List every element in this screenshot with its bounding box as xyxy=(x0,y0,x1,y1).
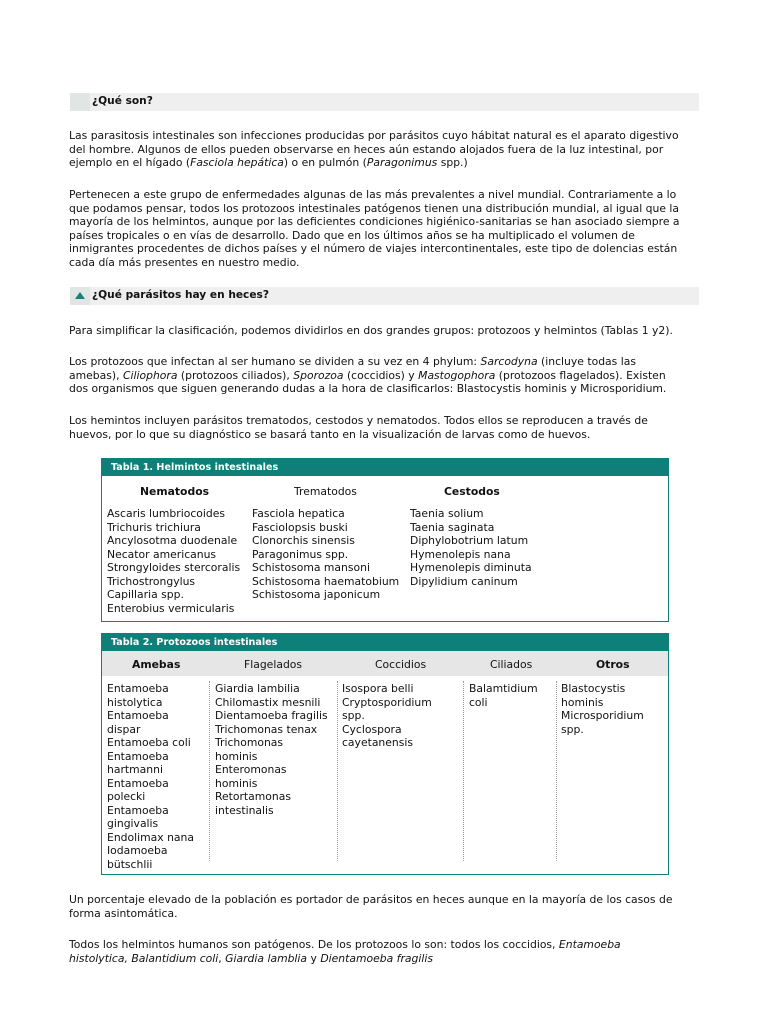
list-item: dispar xyxy=(107,722,141,736)
text-line: ejemplo en el hígado (Fasciola hepática) o en pulmón (Paragonimus spp.) xyxy=(69,156,468,170)
text-line: Pertenecen a este grupo de enfermedades algunas de las más prevalentes a nivel mundial. Contrariamente a lo xyxy=(69,188,677,201)
list-item: Diphylobotrium latum xyxy=(410,534,529,547)
column-header: Cestodos xyxy=(444,485,500,498)
list-item: Isospora belli xyxy=(342,682,414,695)
list-item: histolytica xyxy=(107,695,163,709)
list-item: Cryptosporidium xyxy=(342,695,432,709)
list-item: cayetanensis xyxy=(342,736,414,749)
list-item: Schistosoma haematobium xyxy=(252,574,400,588)
list-item: Ancylosotma duodenale xyxy=(107,534,238,547)
list-item: Schistosoma japonicum xyxy=(252,588,381,601)
table-column-nematodos xyxy=(107,507,240,615)
list-item: Enterobius vermicularis xyxy=(107,601,235,615)
list-item: Necator americanus xyxy=(107,547,217,561)
text-line: mayoría de los helmintos, aunque por las deficientes condiciones higiénico-sanitarias se han asociado siempre a xyxy=(69,215,680,229)
text-line: del hombre. Algunos de ellos pueden observarse en heces aún estando alojados fuera de la luz intestinal, por xyxy=(69,142,664,156)
column-divider xyxy=(556,681,557,861)
list-item: Giardia lambilia xyxy=(215,682,300,695)
paragraph-carriers xyxy=(69,893,701,920)
section-title: ¿Qué son? xyxy=(92,95,153,107)
text-line: cada día más presentes en nuestro medio. xyxy=(69,255,300,269)
text-line: dos organismos que siguen generando dudas a la hora de clasificarlos: Blastocystis hominis y Microsporidium. xyxy=(69,382,667,396)
list-item: Dientamoeba fragilis xyxy=(215,709,328,722)
list-item: Dipylidium caninum xyxy=(410,574,518,588)
list-item: Hymenolepis nana xyxy=(410,547,511,561)
list-item: Chilomastix mesnili xyxy=(215,695,321,709)
list-item: Fasciolopsis buski xyxy=(252,520,348,534)
list-item: Taenia saginata xyxy=(410,520,495,534)
list-item: Strongyloides stercoralis xyxy=(107,561,241,574)
list-item: Entamoeba xyxy=(107,803,169,817)
list-item: hominis xyxy=(215,776,258,790)
section-header-que-parasitos[interactable] xyxy=(70,287,699,305)
list-item: Fasciola hepatica xyxy=(252,507,345,520)
text-line: huevos, por lo que su diagnóstico se basará tanto en la visualización de larvas como de huevos. xyxy=(69,427,591,441)
column-header: Coccidios xyxy=(375,658,427,671)
list-item: spp. xyxy=(561,722,584,736)
text-line: Las parasitosis intestinales son infecciones producidas por parásitos cuyo hábitat natural es el aparato digestivo xyxy=(69,129,679,142)
paragraph-prevalence xyxy=(69,188,701,270)
list-item: gingivalis xyxy=(107,817,159,830)
table-caption: Tabla 2. Protozoos intestinales xyxy=(102,634,668,651)
section-title: ¿Qué parásitos hay en heces? xyxy=(92,289,269,301)
list-item: hominis xyxy=(561,695,604,709)
table-column-trematodos xyxy=(252,507,399,602)
column-header: Nematodos xyxy=(140,485,210,498)
list-item: hartmanni xyxy=(107,763,163,776)
list-item: Trichomonas tenax xyxy=(215,722,318,736)
list-item: Paragonimus spp. xyxy=(252,547,349,561)
column-divider xyxy=(463,681,464,861)
list-item: spp. xyxy=(342,709,365,722)
text-line: Todos los helmintos humanos son patógenos. De los protozoos lo son: todos los coccidios, Entamoeba xyxy=(69,938,621,951)
list-item: Entamoeba xyxy=(107,776,169,790)
list-item: Clonorchis sinensis xyxy=(252,534,355,547)
column-header: Flagelados xyxy=(244,658,303,671)
list-item: Enteromonas xyxy=(215,763,287,776)
list-item: Entamoeba coli xyxy=(107,736,191,749)
paragraph-classification xyxy=(69,324,701,338)
text-line: Los protozoos que infectan al ser humano se dividen a su vez en 4 phylum: Sarcodyna (incluye todas las xyxy=(69,355,636,368)
list-item: Microsporidium xyxy=(561,709,644,722)
list-item: Entamoeba xyxy=(107,682,169,695)
list-item: polecki xyxy=(107,790,146,803)
list-item: Trichuris trichiura xyxy=(107,520,201,534)
text-line: países tropicales o en vías de desarrollo. Dado que en los últimos años se ha multiplicado el volumen de xyxy=(69,228,635,242)
paragraph-helminths xyxy=(69,414,701,441)
list-item: Balamtidium xyxy=(469,682,538,695)
list-item: Cyclospora xyxy=(342,722,402,736)
table-caption: Tabla 1. Helmintos intestinales xyxy=(102,459,668,476)
column-header: Trematodos xyxy=(294,485,357,498)
column-header: Otros xyxy=(596,658,630,671)
paragraph-pathogens xyxy=(69,938,701,965)
table-column-coccidios xyxy=(342,682,432,750)
column-header: Amebas xyxy=(132,658,181,671)
text-line: Los hemintos incluyen parásitos trematodos, cestodos y nematodos. Todos ellos se reproducen a través de xyxy=(69,414,648,427)
table-helmintos xyxy=(101,458,669,622)
arrow-up-icon xyxy=(75,292,85,299)
column-header: Ciliados xyxy=(490,658,533,671)
list-item: intestinalis xyxy=(215,803,274,817)
list-item: Entamoeba xyxy=(107,749,169,763)
table-column-flagelados xyxy=(215,682,328,817)
list-item: Entamoeba xyxy=(107,709,169,722)
list-item: Trichostrongylus xyxy=(107,574,196,588)
list-item: Iodamoeba xyxy=(107,844,168,857)
list-item: Trichomonas xyxy=(215,736,284,749)
table-column-cestodos xyxy=(410,507,532,588)
list-item: Ascaris lumbriocoides xyxy=(107,507,225,520)
list-item: Hymenolepis diminuta xyxy=(410,561,532,574)
column-divider xyxy=(209,681,210,861)
text-line: forma asintomática. xyxy=(69,906,178,920)
table-column-amebas xyxy=(107,682,194,871)
list-item: bütschlii xyxy=(107,857,153,871)
text-line: Para simplificar la clasificación, podemos dividirlos en dos grandes grupos: protozoos y helmintos (Tablas 1 y2). xyxy=(69,324,673,337)
section-header-que-son xyxy=(70,93,699,111)
list-item: Capillaria spp. xyxy=(107,588,184,601)
text-line: Un porcentaje elevado de la población es portador de parásitos en heces aunque en la mayoría de los casos de xyxy=(69,893,673,906)
text-line: que podamos pensar, todos los protozoos intestinales patógenos tienen una distribución mundial, al igual que la xyxy=(69,201,680,215)
paragraph-intro xyxy=(69,129,701,170)
table-column-ciliados xyxy=(469,682,538,709)
column-divider xyxy=(337,681,338,861)
table-protozoos xyxy=(101,633,669,875)
list-item: Schistosoma mansoni xyxy=(252,561,370,574)
text-line: histolytica, Balantidium coli, Giardia lamblia y Dientamoeba fragilis xyxy=(69,951,433,965)
list-item: Taenia solium xyxy=(410,507,484,520)
paragraph-protozoa xyxy=(69,355,701,396)
list-item: Retortamonas xyxy=(215,790,291,803)
list-item: Endolimax nana xyxy=(107,830,194,844)
list-item: Blastocystis xyxy=(561,682,626,695)
back-to-top-link[interactable] xyxy=(70,287,90,305)
list-item: coli xyxy=(469,695,488,709)
table-column-otros xyxy=(561,682,644,736)
section-marker xyxy=(70,93,90,111)
list-item: hominis xyxy=(215,749,258,763)
text-line: inmigrantes procedentes de dichos países y el número de viajes intercontinentales, este tipo de dolencias están xyxy=(69,242,678,256)
text-line: amebas), Ciliophora (protozoos ciliados), Sporozoa (coccidios) y Mastogophora (protozoos flagelados). Existen xyxy=(69,368,666,382)
